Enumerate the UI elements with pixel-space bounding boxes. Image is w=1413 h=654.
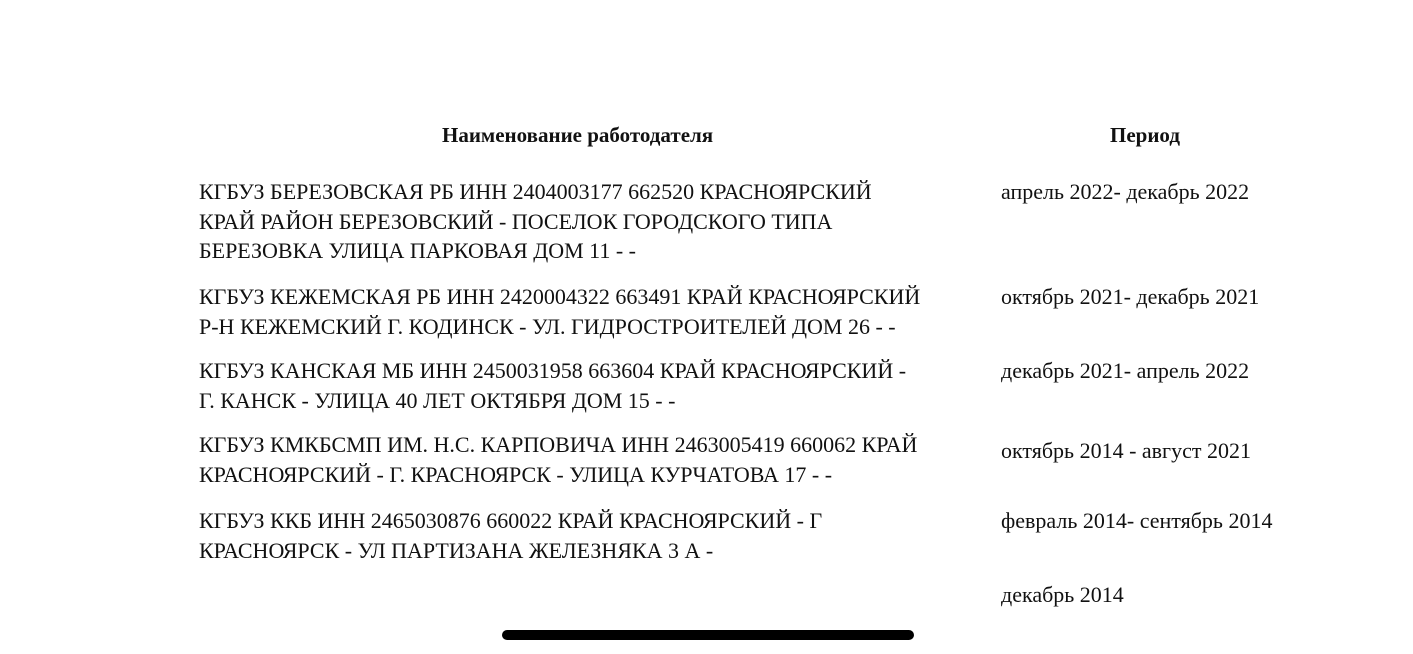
period-column-header: Период: [1110, 123, 1180, 147]
employer-cell: КГБУЗ КМКБСМП ИМ. Н.С. КАРПОВИЧА ИНН 2463005419 660062 КРАЙ КРАСНОЯРСКИЙ - Г. КРАСНОЯРСК - УЛИЦА КУРЧАТОВА 17 - -: [199, 432, 918, 487]
period-cell: октябрь 2014 - август 2021: [1001, 438, 1251, 463]
period-cell: февраль 2014- сентябрь 2014: [1001, 508, 1273, 533]
employer-cell: КГБУЗ КЕЖЕМСКАЯ РБ ИНН 2420004322 663491 КРАЙ КРАСНОЯРСКИЙ Р-Н КЕЖЕМСКИЙ Г. КОДИНСК - УЛ. ГИДРОСТРОИТЕЛЕЙ ДОМ 26 - -: [199, 284, 921, 339]
employer-cell: КГБУЗ КАНСКАЯ МБ ИНН 2450031958 663604 КРАЙ КРАСНОЯРСКИЙ - Г. КАНСК - УЛИЦА 40 ЛЕТ ОКТЯБРЯ ДОМ 15 - -: [199, 358, 907, 413]
period-cell: апрель 2022- декабрь 2022: [1001, 179, 1250, 204]
employer-cell: КГБУЗ БЕРЕЗОВСКАЯ РБ ИНН 2404003177 662520 КРАСНОЯРСКИЙ КРАЙ РАЙОН БЕРЕЗОВСКИЙ - ПОСЕЛОК ГОРОДСКОГО ТИПА БЕРЕЗОВКА УЛИЦА ПАРКОВАЯ ДОМ 11 - -: [199, 179, 872, 263]
period-cell: октябрь 2021- декабрь 2021: [1001, 284, 1260, 309]
period-cell: декабрь 2014: [1001, 582, 1124, 607]
employer-column-header: Наименование работодателя: [442, 123, 714, 147]
home-indicator[interactable]: [502, 630, 914, 640]
period-cell: декабрь 2021- апрель 2022: [1001, 358, 1250, 383]
employer-cell: КГБУЗ ККБ ИНН 2465030876 660022 КРАЙ КРАСНОЯРСКИЙ - Г КРАСНОЯРСК - УЛ ПАРТИЗАНА ЖЕЛЕЗНЯКА 3 А -: [199, 508, 823, 563]
